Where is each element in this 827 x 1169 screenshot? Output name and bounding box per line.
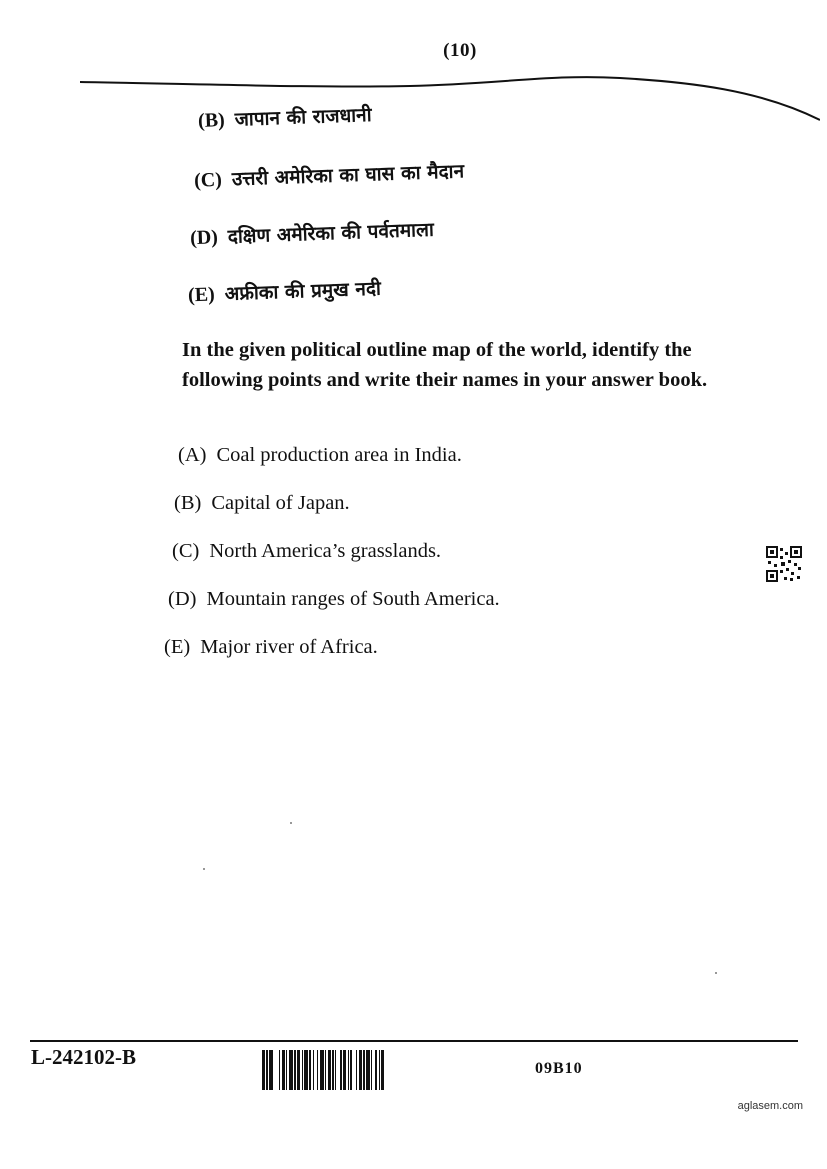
barcode — [262, 1050, 504, 1090]
footer-rule — [30, 1040, 798, 1042]
item-text: Capital of Japan. — [211, 492, 350, 514]
scan-speck — [203, 868, 205, 870]
english-item-b — [174, 492, 350, 515]
item-text: Mountain ranges of South America. — [206, 588, 500, 610]
item-letter: (B) — [174, 492, 202, 514]
page-number: (10) — [443, 40, 477, 61]
item-text: उत्तरी अमेरिका का घास का मैदान — [231, 160, 465, 191]
item-letter: (B) — [197, 109, 226, 133]
english-item-e — [164, 636, 378, 659]
item-letter: (D) — [168, 588, 197, 610]
item-text: अफ्रीका की प्रमुख नदी — [224, 277, 382, 306]
item-text: Major river of Africa. — [200, 636, 378, 658]
item-letter: (C) — [172, 540, 200, 562]
qr-code-icon — [766, 546, 802, 582]
hindi-item-d — [190, 216, 435, 250]
item-text: जापान की राजधानी — [234, 103, 372, 131]
hindi-item-e — [188, 275, 382, 308]
item-letter: (C) — [193, 168, 223, 192]
header-rule — [80, 70, 820, 133]
scan-speck — [290, 822, 292, 824]
document-code: L-242102-B — [31, 1045, 136, 1069]
item-text: North America’s grasslands. — [209, 540, 442, 562]
scan-speck — [715, 972, 717, 974]
english-item-d — [168, 588, 500, 611]
item-letter: (E) — [187, 283, 216, 307]
english-item-a — [178, 444, 462, 467]
item-letter: (D) — [189, 226, 219, 250]
english-item-c — [172, 540, 441, 563]
item-text: दक्षिण अमेरिका की पर्वतमाला — [227, 218, 435, 248]
question-instructions: In the given political outline map of the world, identify the following points and write their names in your answer book. — [182, 339, 708, 391]
barcode-label: 09B10 — [535, 1060, 583, 1077]
item-text: Coal production area in India. — [216, 444, 462, 466]
hindi-item-c — [194, 157, 465, 192]
item-letter: (A) — [178, 444, 207, 466]
watermark: aglasem.com — [737, 1100, 803, 1112]
item-letter: (E) — [164, 636, 191, 658]
